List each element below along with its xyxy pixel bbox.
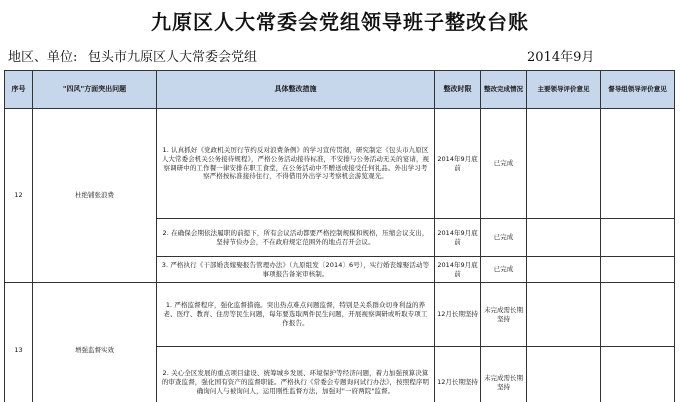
measure-cell: 2. 在确保会期依法履职的前提下，所有会议活动都要严格控制规模和规格，压缩会议支出，坚持节俭办会，不在政府规定范围外的地点召开会议。 — [157, 219, 435, 257]
header-status: 整改完成情况 — [481, 71, 527, 109]
header-issue: "四风"方面突出问题 — [33, 71, 157, 109]
unit-line — [0, 46, 680, 64]
header-lead-opinion: 主要领导评价意见 — [527, 71, 601, 109]
lead-opinion-cell — [527, 257, 601, 283]
org-opinion-cell — [601, 257, 675, 283]
header-time: 整改时限 — [435, 71, 481, 109]
lead-opinion-cell — [527, 219, 601, 257]
header-org-opinion: 督导组领导评价意见 — [601, 71, 675, 109]
time-cell: 12月长期坚持 — [435, 347, 481, 402]
header-measure: 具体整改措施 — [157, 71, 435, 109]
header-no: 序号 — [5, 71, 33, 109]
status-cell: 未完成需长期坚持 — [481, 347, 527, 402]
table-row — [5, 283, 675, 347]
rectification-ledger-table — [4, 70, 675, 402]
document-title: 九原区人大常委会党组领导班子整改台账 — [151, 10, 529, 34]
status-cell: 已完成 — [481, 257, 527, 283]
org-opinion-cell — [601, 109, 675, 219]
row-number: 13 — [5, 283, 33, 402]
org-opinion-cell — [601, 347, 675, 402]
status-cell: 已完成 — [481, 219, 527, 257]
row-number: 12 — [5, 109, 33, 283]
status-cell: 未完成需长期坚持 — [481, 283, 527, 347]
org-opinion-cell — [601, 283, 675, 347]
table-header-row — [5, 71, 675, 109]
status-cell: 已完成 — [481, 109, 527, 219]
table-row — [5, 109, 675, 219]
lead-opinion-cell — [527, 283, 601, 347]
lead-opinion-cell — [527, 347, 601, 402]
measure-cell: 1. 严格监督程序，强化监督措施。突出热点难点问题监督，特别是关系群众切身利益的养老、医疗、教育、住房等民生问题，每年要选取两件民生问题，开展视察调研或听取专项工作报告。 — [157, 283, 435, 347]
unit-label: 地区、单位: — [8, 50, 78, 65]
issue-cell: 杜绝铺张浪费 — [33, 109, 157, 283]
time-cell: 2014年9月底前 — [435, 257, 481, 283]
document-date: 2014年9月 — [527, 50, 595, 65]
org-opinion-cell — [601, 219, 675, 257]
time-cell: 2014年9月底前 — [435, 219, 481, 257]
measure-cell: 3. 严格执行《干部婚丧嫁娶报告管理办法》（九原组发〔2014〕6号），实行婚丧嫁娶活动等事项报告备案审核制。 — [157, 257, 435, 283]
unit-value: 包头市九原区人大常委会党组 — [88, 50, 258, 65]
issue-cell: 增强监督实效 — [33, 283, 157, 402]
time-cell: 12月长期坚持 — [435, 283, 481, 347]
measure-cell: 2. 关心全区发展的重点项目建设、统筹城乡发展、环境保护等经济问题，着力加强预算决算的审查监督，强化国有资产的监督职能。严格执行《常委会专题询问试行办法》，按照程序明确询问人与被询问人，运用刚性监督方法，加强对"一府两院"监督。 — [157, 347, 435, 402]
time-cell: 2014年9月底前 — [435, 109, 481, 219]
measure-cell: 1. 认真抓好《党政机关厉行节约反对浪费条例》的学习宣传贯彻，研究制定《包头市九原区人大常委会机关公务接待规程》，严格公务活动接待标准，不安排与公务活动无关的宴请，视察调研中的工作餐一律安排在职工食堂，在公务活动中不赠送或接受任何礼品。外出学习考察严格按标准接待住行，不得借用外出学习考察机会游览观光。 — [157, 109, 435, 219]
lead-opinion-cell — [527, 109, 601, 219]
